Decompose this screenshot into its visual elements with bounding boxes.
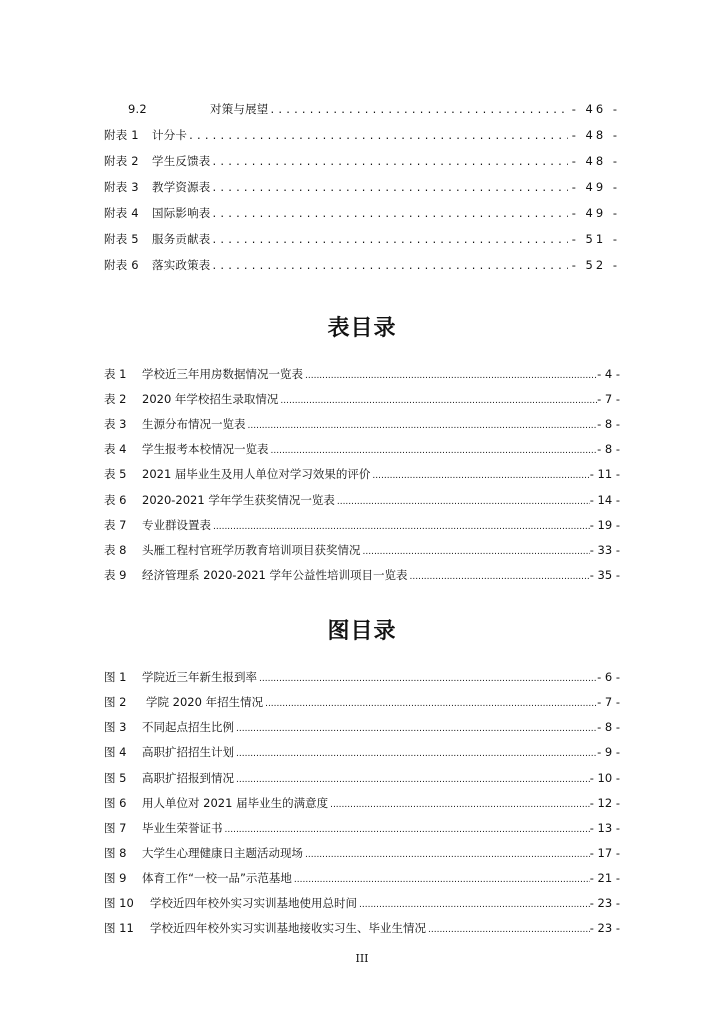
leader-dots	[305, 850, 590, 860]
table-entry-page: - 33 -	[589, 543, 620, 557]
figure-entry[interactable]	[104, 920, 620, 936]
toc-entry-page: - 48 -	[571, 128, 620, 142]
figure-entry-label: 图 11	[104, 921, 134, 935]
figure-entry[interactable]	[104, 669, 620, 685]
figure-entry-title: 体育工作“一校一品”示范基地	[142, 871, 292, 885]
leader-dots	[213, 522, 590, 532]
figure-entry-page: - 12 -	[589, 796, 620, 810]
table-entry-title: 头雁工程村官班学历教育培训项目获奖情况	[142, 543, 361, 557]
table-entry[interactable]	[104, 492, 620, 508]
table-entry[interactable]	[104, 466, 620, 482]
table-entry-page: - 35 -	[589, 568, 620, 582]
figure-entry-page: - 8 -	[597, 720, 620, 734]
toc-entry-label: 9.2	[128, 102, 147, 116]
toc-entry[interactable]	[104, 101, 620, 117]
table-entry-page: - 14 -	[589, 493, 620, 507]
toc-entry-title: 服务贡献表	[152, 232, 211, 246]
toc-entry-title: 对策与展望	[210, 102, 269, 116]
table-entry-page: - 7 -	[597, 392, 620, 406]
figure-entry-title: 高职扩招招生计划	[142, 745, 234, 759]
table-entry[interactable]	[104, 517, 620, 533]
table-entry-label: 表 1	[104, 367, 127, 381]
leader-dots	[213, 232, 568, 246]
leader-dots	[213, 258, 568, 272]
figure-entry-title: 学校近四年校外实习实训基地使用总时间	[150, 896, 357, 910]
leader-dots	[236, 749, 597, 759]
leader-dots	[330, 800, 590, 810]
toc-entry-title: 学生反馈表	[152, 154, 211, 168]
figure-entry-page: - 6 -	[597, 670, 620, 684]
leader-dots	[280, 396, 597, 406]
leader-dots	[410, 572, 590, 582]
figure-entry-page: - 23 -	[589, 896, 620, 910]
figure-entry-title: 学校近四年校外实习实训基地接收实习生、毕业生情况	[150, 921, 426, 935]
figure-entry-title: 学院近三年新生报到率	[142, 670, 257, 684]
tables-heading: 表目录	[327, 316, 397, 341]
table-entry-page: - 8 -	[597, 417, 620, 431]
figure-entry[interactable]	[104, 845, 620, 861]
figure-entry-title: 不同起点招生比例	[142, 720, 234, 734]
leader-dots	[236, 724, 597, 734]
toc-entry[interactable]	[104, 179, 620, 195]
table-entry-title: 学生报考本校情况一览表	[142, 442, 269, 456]
table-entry-page: - 4 -	[597, 367, 620, 381]
figure-entry-page: - 17 -	[589, 846, 620, 860]
figure-entry-label: 图 9	[104, 871, 127, 885]
figure-entry-label: 图 3	[104, 720, 127, 734]
leader-dots	[305, 371, 597, 381]
leader-dots	[225, 825, 590, 835]
table-entry-title: 生源分布情况一览表	[142, 417, 246, 431]
leader-dots	[337, 497, 590, 507]
toc-entry[interactable]	[104, 153, 620, 169]
leader-dots	[213, 206, 568, 220]
toc-entry-label: 附表 6	[104, 258, 139, 272]
table-entry-title: 专业群设置表	[142, 518, 211, 532]
leader-dots	[294, 875, 590, 885]
leader-dots	[271, 446, 598, 456]
figure-entry[interactable]	[104, 770, 620, 786]
table-entry-label: 表 4	[104, 442, 127, 456]
table-entry-title: 学校近三年用房数据情况一览表	[142, 367, 303, 381]
figure-entry-label: 图 10	[104, 896, 134, 910]
leader-dots	[189, 128, 568, 142]
table-entry-label: 表 3	[104, 417, 127, 431]
page-number: III	[355, 952, 369, 965]
leader-dots	[236, 775, 590, 785]
table-entry[interactable]	[104, 366, 620, 382]
table-entry[interactable]	[104, 567, 620, 583]
table-entry-label: 表 8	[104, 543, 127, 557]
figure-entry[interactable]	[104, 694, 620, 710]
toc-entry-title: 计分卡	[152, 128, 188, 142]
table-entry-title: 2020 年学校招生录取情况	[142, 392, 279, 406]
figure-entry-page: - 23 -	[589, 921, 620, 935]
figure-entry-label: 图 6	[104, 796, 127, 810]
table-entry-page: - 11 -	[589, 467, 620, 481]
figure-entry-title: 毕业生荣誉证书	[142, 821, 223, 835]
figure-entry-page: - 13 -	[589, 821, 620, 835]
table-entry-label: 表 5	[104, 467, 127, 481]
figure-entry-page: - 21 -	[589, 871, 620, 885]
figure-entry[interactable]	[104, 719, 620, 735]
figures-heading: 图目录	[327, 619, 397, 644]
toc-entry[interactable]	[104, 231, 620, 247]
table-entry-label: 表 2	[104, 392, 127, 406]
table-entry-title: 2020-2021 学年学生获奖情况一览表	[142, 493, 335, 507]
figure-entry-label: 图 4	[104, 745, 127, 759]
leader-dots	[428, 925, 590, 935]
toc-entry-label: 附表 1	[104, 128, 139, 142]
figure-entry-title: 大学生心理健康日主题活动现场	[142, 846, 303, 860]
figure-entry[interactable]	[104, 795, 620, 811]
figure-entry[interactable]	[104, 820, 620, 836]
figure-entry-page: - 9 -	[597, 745, 620, 759]
table-entry-page: - 8 -	[597, 442, 620, 456]
figure-entry[interactable]	[104, 744, 620, 760]
table-entry-label: 表 9	[104, 568, 127, 582]
leader-dots	[271, 102, 568, 116]
table-entry[interactable]	[104, 391, 620, 407]
figure-entry-label: 图 5	[104, 771, 127, 785]
toc-entry-page: - 46 -	[571, 102, 620, 116]
leader-dots	[265, 699, 597, 709]
leader-dots	[248, 421, 598, 431]
toc-entry-page: - 51 -	[571, 232, 620, 246]
toc-entry-title: 教学资源表	[152, 180, 211, 194]
table-entry[interactable]	[104, 441, 620, 457]
table-entry-label: 表 6	[104, 493, 127, 507]
leader-dots	[213, 180, 568, 194]
figure-entry-page: - 10 -	[589, 771, 620, 785]
figure-entry-label: 图 2	[104, 695, 127, 709]
figure-entry-page: - 7 -	[597, 695, 620, 709]
toc-entry-page: - 49 -	[571, 180, 620, 194]
figure-entry[interactable]	[104, 870, 620, 886]
figure-entry-label: 图 7	[104, 821, 127, 835]
figure-entry-title: 高职扩招报到情况	[142, 771, 234, 785]
toc-entry-label: 附表 2	[104, 154, 139, 168]
toc-entry-label: 附表 5	[104, 232, 139, 246]
toc-entry-page: - 52 -	[571, 258, 620, 272]
toc-entry-title: 国际影响表	[152, 206, 211, 220]
table-entry-page: - 19 -	[589, 518, 620, 532]
leader-dots	[359, 900, 590, 910]
figure-entry-label: 图 8	[104, 846, 127, 860]
toc-entry-label: 附表 3	[104, 180, 139, 194]
leader-dots	[372, 471, 589, 481]
toc-entry-page: - 48 -	[571, 154, 620, 168]
leader-dots	[213, 154, 568, 168]
figure-entry-title: 学院 2020 年招生情况	[146, 695, 264, 709]
figure-entry[interactable]	[104, 895, 620, 911]
toc-entry-label: 附表 4	[104, 206, 139, 220]
table-entry-title: 经济管理系 2020-2021 学年公益性培训项目一览表	[142, 568, 408, 582]
leader-dots	[259, 674, 597, 684]
figure-entry-label: 图 1	[104, 670, 127, 684]
leader-dots	[363, 547, 590, 557]
toc-entry[interactable]	[104, 205, 620, 221]
toc-entry[interactable]	[104, 257, 620, 273]
toc-entry-page: - 49 -	[571, 206, 620, 220]
toc-entry[interactable]	[104, 127, 620, 143]
figure-entry-title: 用人单位对 2021 届毕业生的满意度	[142, 796, 329, 810]
table-entry[interactable]	[104, 542, 620, 558]
table-entry-title: 2021 届毕业生及用人单位对学习效果的评价	[142, 467, 371, 481]
table-entry-label: 表 7	[104, 518, 127, 532]
table-entry[interactable]	[104, 416, 620, 432]
toc-entry-title: 落实政策表	[152, 258, 211, 272]
